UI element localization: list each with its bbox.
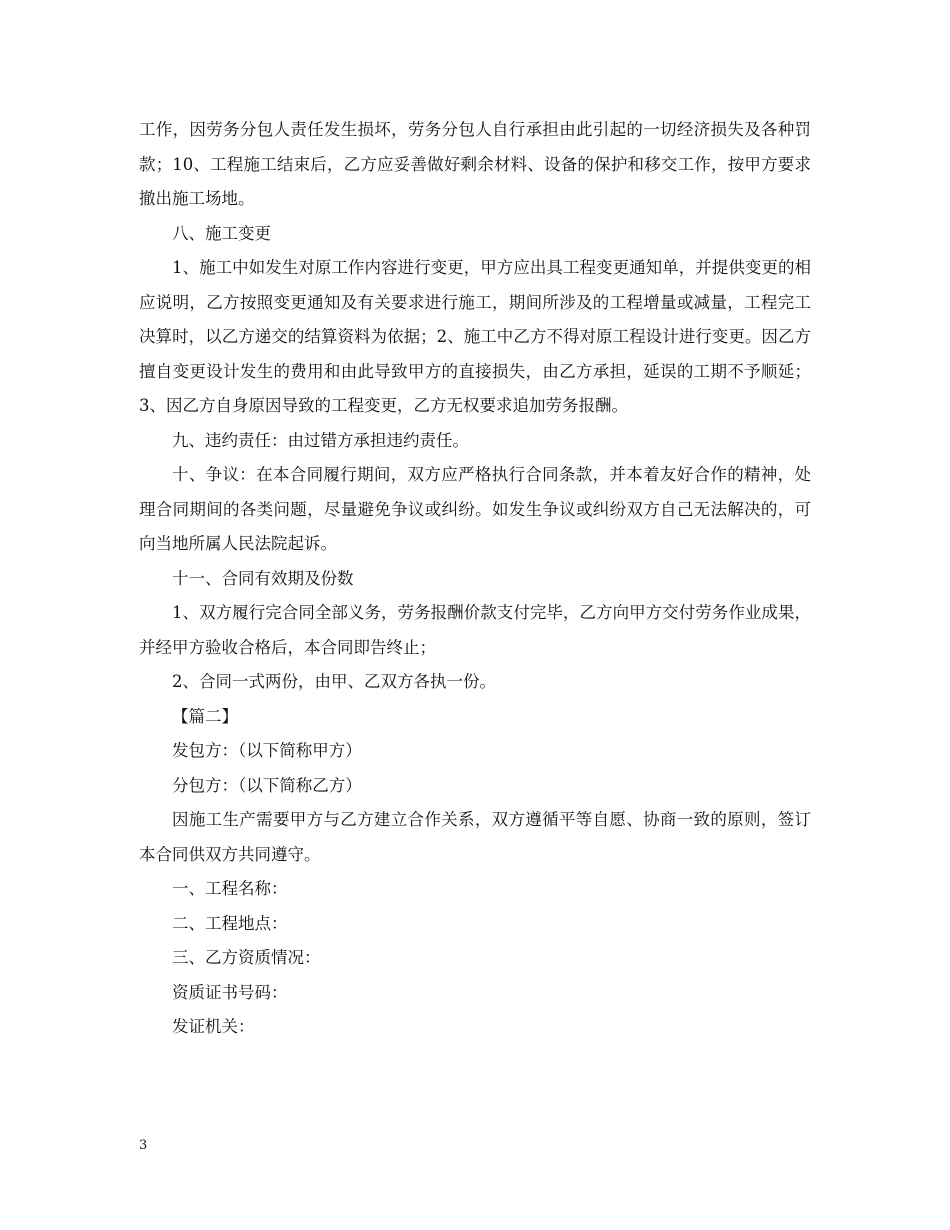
section-heading-part-two: 【篇二】 — [172, 706, 238, 726]
paragraph-continuation: 工作，因劳务分包人责任发生损坏，劳务分包人自行承担由此引起的一切经济损失及各种罚款；10、工程施工结束后，乙方应妥善做好剩余材料、设备的保护和移交工作，按甲方要求撤出施工场地。 — [139, 120, 811, 208]
field-certificate-number: 资质证书号码： — [172, 982, 288, 1002]
field-subcontractor: 分包方：（以下简称乙方） — [172, 775, 362, 795]
page-number: 3 — [139, 1138, 148, 1153]
section-heading-construction-change: 八、施工变更 — [172, 223, 271, 243]
field-qualification: 三、乙方资质情况： — [172, 948, 321, 967]
paragraph-dispute: 十、争议：在本合同履行期间，双方应严格执行合同条款，并本着友好合作的精神，处理合同期间的各类问题，尽量避免争议或纠纷。如发生争议或纠纷双方自己无法解决的，可向当地所属人民法院起诉。 — [139, 465, 811, 553]
paragraph-change-terms: 1、施工中如发生对原工作内容进行变更，甲方应出具工程变更通知单，并提供变更的相应说明，乙方按照变更通知及有关要求进行施工，期间所涉及的工程增量或减量，工程完工决算时，以乙方递交的结算资料为依据；2、施工中乙方不得对原工程设计进行变更。因乙方擅自变更设计发生的费用和由此导致甲方的直接损失，由乙方承担，延误的工期不予顺延；3、因乙方自身原因导致的工程变更，乙方无权要求追加劳务报酬。 — [139, 258, 811, 415]
paragraph-termination: 1、双方履行完合同全部义务，劳务报酬价款支付完毕，乙方向甲方交付劳务作业成果，并经甲方验收合格后，本合同即告终止； — [139, 603, 811, 657]
section-heading-validity: 十一、合同有效期及份数 — [172, 568, 354, 588]
paragraph-copies: 2、合同一式两份，由甲、乙双方各执一份。 — [172, 672, 496, 691]
paragraph-preamble: 因施工生产需要甲方与乙方建立合作关系，双方遵循平等自愿、协商一致的原则，签订本合同供双方共同遵守。 — [139, 810, 811, 864]
field-contractor: 发包方：（以下简称甲方） — [172, 741, 362, 760]
field-project-location: 二、工程地点： — [172, 913, 288, 933]
paragraph-liability: 九、违约责任：由过错方承担违约责任。 — [172, 430, 469, 450]
field-project-name: 一、工程名称： — [172, 879, 288, 898]
field-issuing-authority: 发证机关： — [172, 1017, 255, 1036]
document-body — [139, 113, 811, 1045]
